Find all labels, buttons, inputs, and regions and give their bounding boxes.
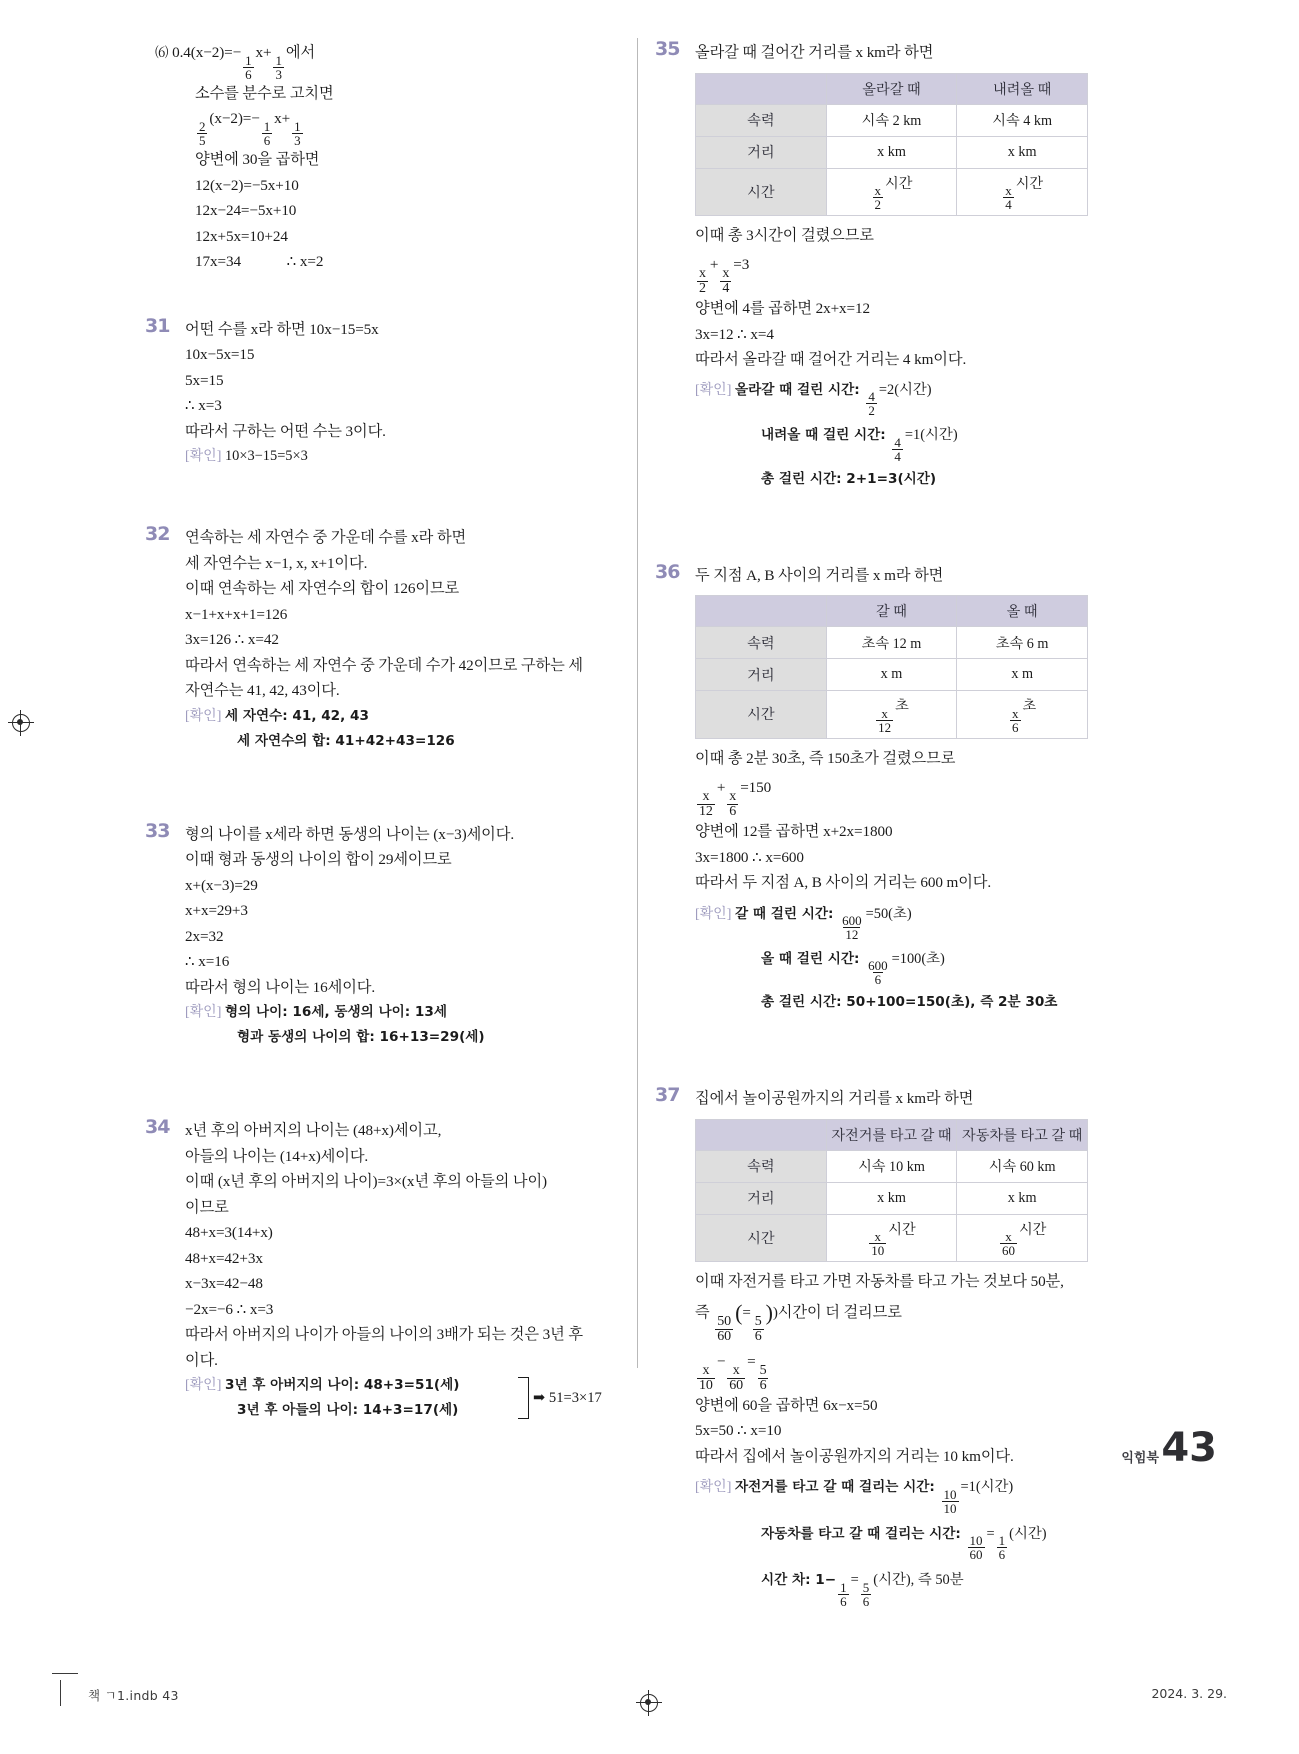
gap xyxy=(155,511,625,525)
problem-32-line-5: 3x=126 ∴ x=42 xyxy=(185,631,279,649)
registration-mark-icon xyxy=(8,710,34,736)
table-corner-cell xyxy=(696,1119,827,1150)
item-6-line-6: 12x+5x=10+24 xyxy=(195,227,288,245)
item-6-equation-1: 0.4(x−2)=− $\frac{1}{6}$ x+ $\frac{1}{3}$ 에서 xyxy=(172,44,316,82)
table-row xyxy=(696,168,1088,215)
gap xyxy=(155,277,625,317)
gap xyxy=(155,1092,625,1118)
confirm-label: [확인] xyxy=(185,449,222,465)
problem-35-line-4: 3x=12 ∴ x=4 xyxy=(695,325,774,343)
problem-35-line-1: 이때 총 3시간이 걸렸으므로 xyxy=(695,226,874,244)
problem-36-confirm-text-1: 갈 때 걸린 시간: xyxy=(734,905,839,922)
problem-36-heading: 두 지점 A, B 사이의 거리를 x m라 하면 xyxy=(695,566,944,584)
confirm-label: [확인] xyxy=(695,382,732,398)
problem-36-equation: $\frac{x}{12}$ + $\frac{x}{6}$ =150 xyxy=(699,779,772,819)
problem-34-confirm-result xyxy=(533,1389,602,1407)
table-cell-distance-go: x m xyxy=(826,659,957,691)
problem-37-confirm-2: 자동차를 타고 갈 때 걸리는 시간: $\frac{10}{60}$ = $\frac{1}{6}$ (시간) xyxy=(761,1525,1047,1563)
problem-37-confirm-tail-3: (시간), 즉 50분 xyxy=(873,1572,964,1589)
problem-32-line-1: 연속하는 세 자연수 중 가운데 수를 x라 하면 xyxy=(185,529,467,547)
problem-32-confirm-2 xyxy=(185,729,625,754)
problem-35-confirm-text-3: 총 걸린 시간: 2+1=3(시간) xyxy=(761,470,937,487)
problem-33-line-4: x+x=29+3 xyxy=(185,902,248,920)
gap xyxy=(155,471,625,511)
table-row xyxy=(696,1150,1088,1182)
problem-32-line-3: 이때 연속하는 세 자연수의 합이 126이므로 xyxy=(185,580,460,598)
table-col-header-2: 자동차를 타고 갈 때 xyxy=(957,1119,1088,1150)
confirm-label: [확인] xyxy=(695,906,732,922)
gap xyxy=(655,497,1095,537)
problem-32-line-6: 따라서 연속하는 세 자연수 중 가운데 수가 42이므로 구하는 세 xyxy=(185,656,583,674)
problem-35-confirm-text-2: 내려올 때 걸린 시간: xyxy=(761,427,891,444)
footer-rule xyxy=(52,1673,78,1674)
problem-34-line-3: 이때 (x년 후의 아버지의 나이)=3×(x년 후의 아들의 나이) xyxy=(185,1173,547,1191)
solution-item-6 xyxy=(155,40,625,275)
table-row xyxy=(696,1182,1088,1214)
problem-34-confirm-text-2: 3년 후 아들의 나이: 14+3=17(세) xyxy=(237,1402,459,1419)
problem-34-number: 34 xyxy=(145,1116,170,1139)
problem-36-confirm-tail-2: =100(초) xyxy=(891,950,945,967)
item-6-marker-line xyxy=(155,40,625,81)
table-row-header-time: 시간 xyxy=(696,691,827,738)
problem-36-confirm-1: [확인] 갈 때 걸린 시간: $\frac{600}{12}$ =50(초) xyxy=(695,905,912,942)
table-cell-time-bike: $\frac{x}{10}$ 시간 xyxy=(826,1214,957,1261)
problem-34-line-10: 이다. xyxy=(185,1351,218,1369)
page-number: 43 xyxy=(1161,1425,1217,1471)
footer-date: 2024. 3. 29. xyxy=(1151,1686,1227,1701)
problem-34-line-1: x년 후의 아버지의 나이는 (48+x)세이고, xyxy=(185,1122,442,1140)
item-6-marker: ⑹ xyxy=(155,45,169,60)
problem-35-confirm-2: 내려올 때 걸린 시간: $\frac{4}{4}$ =1(시간) xyxy=(761,427,958,464)
table-row-header-speed: 속력 xyxy=(696,1150,827,1182)
table-header-row xyxy=(696,596,1088,627)
problem-31-line-5: 따라서 구하는 어떤 수는 3이다. xyxy=(185,422,386,440)
problem-31-line-1: 어떤 수를 x라 하면 10x−15=5x xyxy=(185,320,379,338)
problem-35-table xyxy=(695,73,1088,216)
problem-37-confirm-text-3: 시간 차: 1− xyxy=(761,1572,837,1589)
confirm-label: [확인] xyxy=(185,1378,222,1394)
right-column xyxy=(655,40,1095,1610)
table-cell-distance-bike: x km xyxy=(826,1182,957,1214)
brace-icon xyxy=(518,1377,529,1419)
problem-34-confirm-text-1: 3년 후 아버지의 나이: 48+3=51(세) xyxy=(224,1377,460,1394)
problem-37-line-6: 따라서 집에서 놀이공원까지의 거리는 10 km이다. xyxy=(695,1447,1014,1465)
table-cell-time-come: $\frac{x}{6}$ 초 xyxy=(957,691,1088,738)
table-row xyxy=(696,1214,1088,1261)
table-row xyxy=(696,104,1088,136)
problem-32 xyxy=(145,523,625,754)
table-row-header-distance: 거리 xyxy=(696,136,827,168)
problem-35 xyxy=(655,38,1095,495)
table-cell-time-up: $\frac{x}{2}$ 시간 xyxy=(826,168,957,215)
table-col-header-1: 갈 때 xyxy=(826,596,957,627)
table-cell-speed-go: 초속 12 m xyxy=(826,627,957,659)
problem-37 xyxy=(655,1084,1095,1609)
table-row-header-speed: 속력 xyxy=(696,104,827,136)
table-cell-speed-up: 시속 2 km xyxy=(826,104,957,136)
problem-36-line-4: 3x=1800 ∴ x=600 xyxy=(695,848,804,866)
item-6-line-5: 12x−24=−5x+10 xyxy=(195,202,297,220)
problem-34-line-8: −2x=−6 ∴ x=3 xyxy=(185,1300,274,1318)
gap xyxy=(155,1052,625,1092)
problem-32-line-7: 자연수는 41, 42, 43이다. xyxy=(185,682,340,700)
problem-32-number: 32 xyxy=(145,523,170,546)
problem-36-line-5: 따라서 두 지점 A, B 사이의 거리는 600 m이다. xyxy=(695,874,992,891)
confirm-label: [확인] xyxy=(695,1480,732,1496)
table-row xyxy=(696,627,1088,659)
problem-37-line-2-suffix: )시간이 더 걸리므로 xyxy=(772,1303,902,1321)
column-divider xyxy=(637,38,638,1368)
table-cell-distance-down: x km xyxy=(957,136,1088,168)
gap xyxy=(655,1020,1095,1060)
gap xyxy=(655,1060,1095,1086)
problem-36-confirm-text-3: 총 걸린 시간: 50+100=150(초), 즉 2분 30초 xyxy=(761,994,1058,1011)
problem-36-table xyxy=(695,595,1088,738)
table-row-header-time: 시간 xyxy=(696,168,827,215)
table-col-header-1: 자전거를 타고 갈 때 xyxy=(826,1119,957,1150)
gap xyxy=(155,796,625,822)
table-row-header-distance: 거리 xyxy=(696,659,827,691)
problem-34-line-9: 따라서 아버지의 나이가 아들의 나이의 3배가 되는 것은 3년 후 xyxy=(185,1326,583,1344)
table-row-header-distance: 거리 xyxy=(696,1182,827,1214)
problem-35-equation: $\frac{x}{2}$ + $\frac{x}{4}$ =3 xyxy=(699,256,750,297)
problem-37-table xyxy=(695,1119,1088,1262)
problem-35-confirm-tail-2: =1(시간) xyxy=(904,427,958,444)
problem-33-line-7: 따라서 형의 나이는 16세이다. xyxy=(185,978,376,996)
table-col-header-2: 내려올 때 xyxy=(957,73,1088,104)
problem-37-line-2: 즉 $\frac{50}{60}$ (= $\frac{5}{6}$ ))시간이 더 걸리므로 xyxy=(695,1299,902,1344)
footer-bar xyxy=(60,1680,61,1706)
problem-37-confirm-text-2: 자동차를 타고 갈 때 걸리는 시간: xyxy=(761,1525,966,1542)
problem-35-confirm-3 xyxy=(695,463,1095,495)
problem-34-line-7: x−3x=42−48 xyxy=(185,1275,263,1293)
footer-filename: 책 ㄱ1.indb 43 xyxy=(88,1688,179,1703)
problem-37-heading: 집에서 놀이공원까지의 거리를 x km라 하면 xyxy=(695,1090,974,1108)
problem-37-equation: $\frac{x}{10}$ − $\frac{x}{60}$ = $\frac{5}{6}$ xyxy=(699,1352,767,1393)
problem-35-heading: 올라갈 때 걸어간 거리를 x km라 하면 xyxy=(695,44,934,61)
problem-34-line-5: 48+x=3(14+x) xyxy=(185,1224,273,1242)
problem-32-confirm-1 xyxy=(185,704,625,729)
problem-37-line-1: 이때 자전거를 타고 가면 자동차를 타고 가는 것보다 50분, xyxy=(695,1273,1064,1291)
problem-32-line-2: 세 자연수는 x−1, x, x+1이다. xyxy=(185,554,368,572)
problem-35-confirm-1: [확인] 올라갈 때 걸린 시간: $\frac{4}{2}$ =2(시간) xyxy=(695,381,932,419)
problem-33-confirm-2 xyxy=(185,1025,625,1050)
problem-36-line-1: 이때 총 2분 30초, 즉 150초가 걸렸으므로 xyxy=(695,749,956,767)
problem-31-line-3: 5x=15 xyxy=(185,371,224,389)
problem-31-line-2: 10x−5x=15 xyxy=(185,346,255,364)
table-cell-time-go: $\frac{x}{12}$ 초 xyxy=(826,691,957,738)
problem-37-confirm-3: 시간 차: 1− $\frac{1}{6}$ = $\frac{5}{6}$ (시간), 즉 50분 xyxy=(761,1572,964,1609)
table-cell-speed-bike: 시속 10 km xyxy=(826,1150,957,1182)
table-cell-distance-up: x km xyxy=(826,136,957,168)
problem-31-number: 31 xyxy=(145,314,170,337)
problem-31-line-4: ∴ x=3 xyxy=(185,397,222,415)
problem-33 xyxy=(145,819,625,1051)
item-6-line-7: 17x=34 ∴ x=2 xyxy=(195,253,324,271)
problem-35-line-3: 양변에 4를 곱하면 2x+x=12 xyxy=(695,300,870,318)
bookmark-label: 익힘북 xyxy=(1121,1451,1159,1466)
problem-34 xyxy=(145,1116,625,1423)
table-row-header-time: 시간 xyxy=(696,1214,827,1261)
problem-35-confirm-tail-1: =2(시간) xyxy=(878,381,932,398)
table-row xyxy=(696,136,1088,168)
table-col-header-1: 올라갈 때 xyxy=(826,73,957,104)
problem-34-confirm-group xyxy=(185,1373,625,1423)
problem-36-line-3: 양변에 12를 곱하면 x+2x=1800 xyxy=(695,823,893,840)
problem-33-confirm-text-1: 형의 나이: 16세, 동생의 나이: 13세 xyxy=(224,1004,447,1021)
table-corner-cell xyxy=(696,596,827,627)
problem-35-number: 35 xyxy=(655,38,680,60)
problem-34-line-4: 이므로 xyxy=(185,1198,229,1216)
table-header-row xyxy=(696,73,1088,104)
table-corner-cell xyxy=(696,73,827,104)
problem-31 xyxy=(145,314,625,470)
problem-36-confirm-2: 올 때 걸린 시간: $\frac{600}{6}$ =100(초) xyxy=(761,950,945,988)
table-header-row xyxy=(696,1119,1088,1150)
item-6-line-3: 양변에 30을 곱하면 xyxy=(195,151,320,169)
problem-32-confirm-text-1: 세 자연수: 41, 42, 43 xyxy=(224,707,369,724)
gap xyxy=(655,537,1095,563)
table-row xyxy=(696,691,1088,738)
problem-37-confirm-tail-2: (시간) xyxy=(1009,1525,1047,1542)
problem-33-line-2: 이때 형과 동생의 나이의 합이 29세이므로 xyxy=(185,851,452,869)
problem-37-confirm-text-1: 자전거를 타고 갈 때 걸리는 시간: xyxy=(734,1479,940,1496)
table-cell-time-down: $\frac{x}{4}$ 시간 xyxy=(957,168,1088,215)
problem-37-number: 37 xyxy=(655,1084,680,1107)
problem-33-line-5: 2x=32 xyxy=(185,927,224,945)
item-6-equation-2: $\frac{2}{5}$ (x−2)=− $\frac{1}{6}$ x+ $\frac{1}{3}$ xyxy=(199,110,301,149)
table-col-header-2: 올 때 xyxy=(957,596,1088,627)
problem-35-line-5: 따라서 올라갈 때 걸어간 거리는 4 km이다. xyxy=(695,351,967,369)
problem-37-confirm-1: [확인] 자전거를 타고 갈 때 걸리는 시간: $\frac{10}{10}$ =1(시간) xyxy=(695,1479,1014,1516)
problem-36-confirm-tail-1: =50(초) xyxy=(865,905,912,922)
table-cell-speed-come: 초속 6 m xyxy=(957,627,1088,659)
problem-34-line-6: 48+x=42+3x xyxy=(185,1249,263,1267)
problem-36-confirm-text-2: 올 때 걸린 시간: xyxy=(761,950,865,967)
problem-33-line-6: ∴ x=16 xyxy=(185,953,230,971)
problem-37-confirm-tail-1: =1(시간) xyxy=(960,1479,1014,1496)
problem-37-line-5: 5x=50 ∴ x=10 xyxy=(695,1422,782,1440)
confirm-label: [확인] xyxy=(185,708,222,724)
problem-36-confirm-3 xyxy=(695,986,1095,1018)
arrow-icon: ➡ xyxy=(533,1390,546,1407)
table-cell-distance-car: x km xyxy=(957,1182,1088,1214)
registration-mark-icon xyxy=(636,1690,662,1716)
table-cell-speed-down: 시속 4 km xyxy=(957,104,1088,136)
problem-33-line-1: 형의 나이를 x세라 하면 동생의 나이는 (x−3)세이다. xyxy=(185,825,515,843)
problem-34-result-text: 51=3×17 xyxy=(548,1390,602,1407)
problem-33-number: 33 xyxy=(145,819,170,842)
problem-33-line-3: x+(x−3)=29 xyxy=(185,876,258,894)
table-row-header-speed: 속력 xyxy=(696,627,827,659)
table-cell-speed-car: 시속 60 km xyxy=(957,1150,1088,1182)
item-6-line-4: 12(x−2)=−5x+10 xyxy=(195,176,299,194)
table-cell-distance-come: x m xyxy=(957,659,1088,691)
problem-33-confirm-1 xyxy=(185,1000,625,1025)
problem-32-confirm-text-2: 세 자연수의 합: 41+42+43=126 xyxy=(237,732,455,749)
confirm-label: [확인] xyxy=(185,1005,222,1021)
problem-31-confirm xyxy=(185,444,625,469)
problem-34-line-2: 아들의 나이는 (14+x)세이다. xyxy=(185,1147,369,1165)
problem-33-confirm-text-2: 형과 동생의 나이의 합: 16+13=29(세) xyxy=(237,1029,485,1046)
table-cell-time-car: $\frac{x}{60}$ 시간 xyxy=(957,1214,1088,1261)
problem-36 xyxy=(655,560,1095,1019)
problem-35-confirm-text-1: 올라갈 때 걸린 시간: xyxy=(734,381,865,398)
item-6-line-2: 소수를 분수로 고치면 xyxy=(195,84,334,102)
problem-32-line-4: x−1+x+x+1=126 xyxy=(185,605,288,623)
problem-37-line-4: 양변에 60을 곱하면 6x−x=50 xyxy=(695,1396,878,1414)
problem-31-confirm-text: 10×3−15=5×3 xyxy=(224,448,308,465)
problem-36-number: 36 xyxy=(655,560,680,583)
left-column xyxy=(145,40,625,1425)
table-row xyxy=(696,659,1088,691)
gap xyxy=(155,756,625,796)
